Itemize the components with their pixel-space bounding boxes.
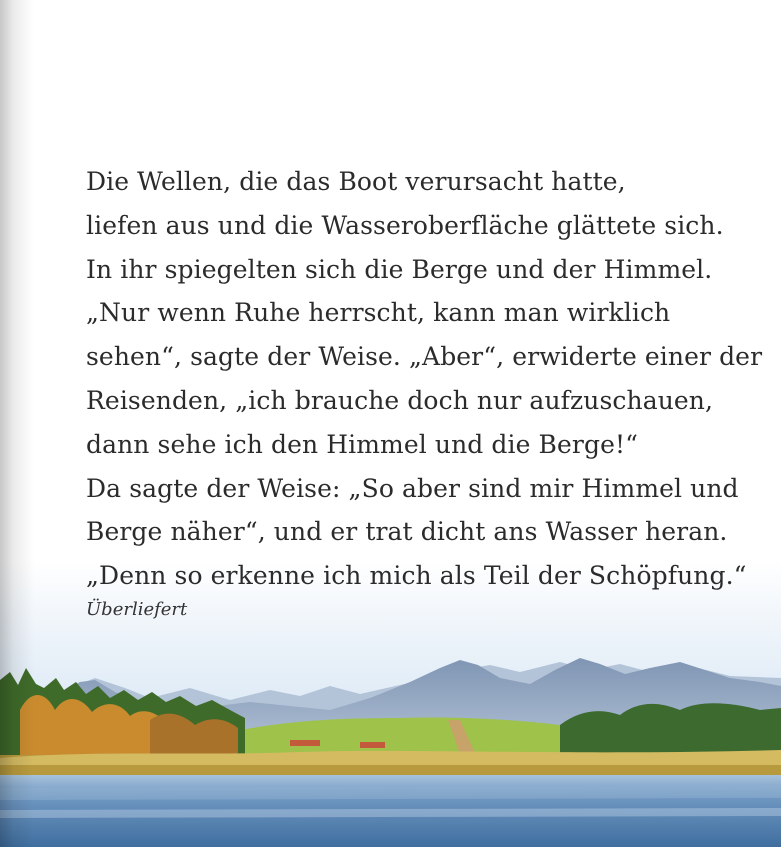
passage-line: dann sehe ich den Himmel und die Berge!“ bbox=[86, 429, 638, 459]
passage-line: „Denn so erkenne ich mich als Teil der Schöpfung.“ bbox=[86, 561, 747, 591]
passage-line: In ihr spiegelten sich die Berge und der Himmel. bbox=[86, 254, 713, 284]
attribution: Überliefert bbox=[86, 598, 188, 620]
page-spine-shadow bbox=[0, 0, 34, 847]
passage-line: Die Wellen, die das Boot verursacht hatte, bbox=[86, 167, 626, 196]
passage-line: Reisenden, „ich brauche doch nur aufzuschauen, bbox=[86, 385, 714, 415]
passage-line: Da sagte der Weise: „So aber sind mir Himmel und bbox=[86, 473, 739, 503]
lake-reflection bbox=[0, 786, 781, 800]
passage-line: Berge näher“, und er trat dicht ans Wasser heran. bbox=[86, 517, 728, 547]
passage-line: sehen“, sagte der Weise. „Aber“, erwiderte einer der bbox=[86, 342, 763, 372]
passage-text bbox=[86, 160, 766, 620]
passage-line: „Nur wenn Ruhe herrscht, kann man wirklich bbox=[86, 298, 671, 328]
passage-line: liefen aus und die Wasseroberfläche glättete sich. bbox=[86, 210, 724, 240]
